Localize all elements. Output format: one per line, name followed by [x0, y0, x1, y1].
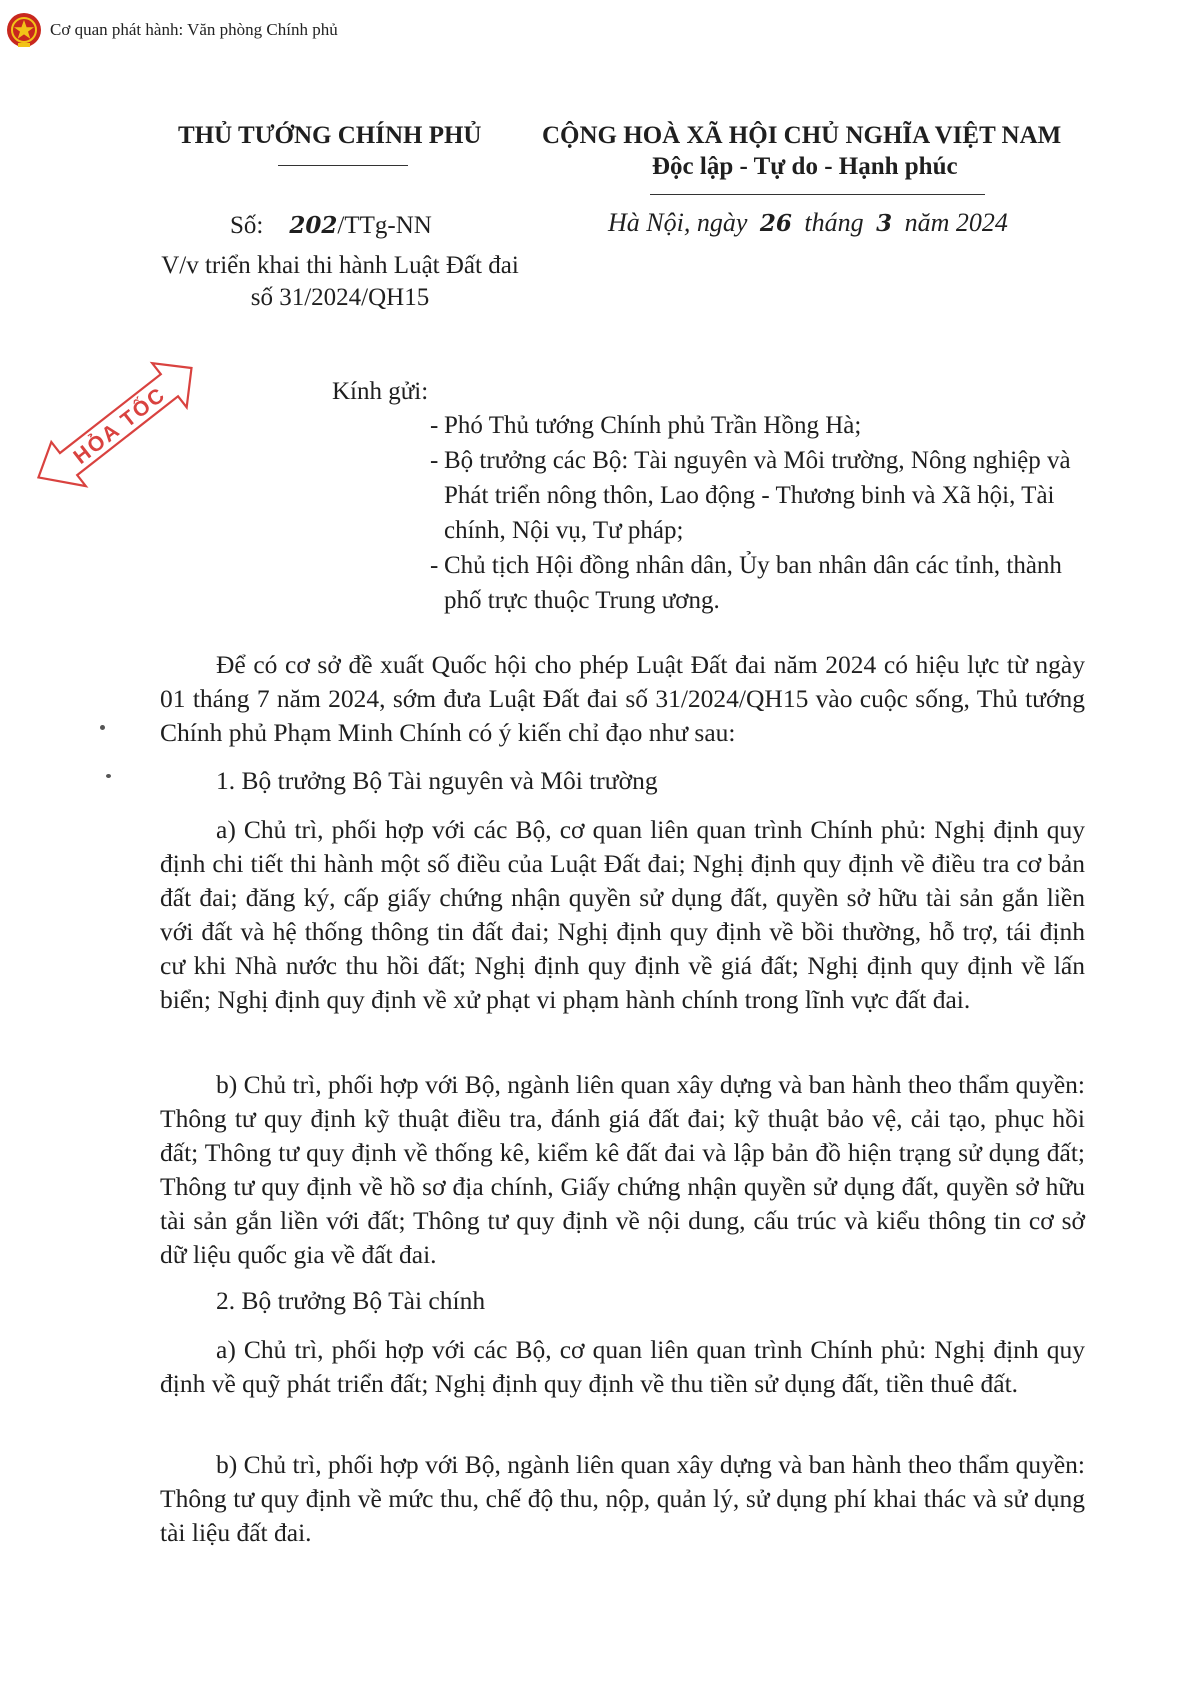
scan-speck	[106, 774, 111, 778]
issuer-name: THỦ TƯỚNG CHÍNH PHỦ	[178, 122, 482, 149]
section-1-heading: 1. Bộ trưởng Bộ Tài nguyên và Môi trường	[216, 766, 658, 795]
document-number	[230, 212, 432, 240]
section-1-item-b: b) Chủ trì, phối hợp với Bộ, ngành liên quan xây dựng và ban hành theo thẩm quyền: Thông tư quy định kỹ thuật điều tra, đánh giá đất đai; kỹ thuật bảo vệ, cải tạo, phục hồi đất; Thông tư quy định về thống kê, kiểm kê đất đai và lập bản đồ hiện trạng sử dụng đất; Thông tư quy định về hồ sơ địa chính, Giấy chứng nhận quyền sử dụng đất, quyền sở hữu tài sản gắn liền với đất; Thông tư quy định về nội dung, cấu trúc và kiểu thông tin cơ sở dữ liệu quốc gia về đất đai.	[160, 1070, 1085, 1269]
stamp-text: HỎA TỐC	[69, 382, 171, 469]
section-2-item-b: b) Chủ trì, phối hợp với Bộ, ngành liên quan xây dựng và ban hành theo thẩm quyền: Thông tư quy định về mức thu, chế độ thu, nộp, quản lý, sử dụng phí khai thác và sử dụng tài liệu đất đai.	[160, 1450, 1085, 1547]
publisher-label: Cơ quan phát hành: Văn phòng Chính phủ	[50, 20, 338, 39]
date-day: 26	[759, 210, 792, 237]
scan-speck	[100, 725, 105, 730]
urgent-stamp	[22, 345, 222, 525]
recipient-item: - Phó Thủ tướng Chính phủ Trần Hồng Hà;	[430, 412, 862, 439]
national-motto: Độc lập - Tự do - Hạnh phúc	[652, 153, 958, 180]
date-prefix: Hà Nội, ngày	[608, 208, 748, 237]
motto-underline	[650, 194, 985, 195]
date-year: năm 2024	[904, 208, 1008, 237]
document-subject: V/v triển khai thi hành Luật Đất đai số 31/2024/QH15	[161, 252, 519, 311]
doc-number-handwritten: 202	[289, 212, 338, 239]
national-title: CỘNG HOÀ XÃ HỘI CHỦ NGHĨA VIỆT NAM	[542, 122, 1062, 149]
section-1-item-a: a) Chủ trì, phối hợp với các Bộ, cơ quan liên quan trình Chính phủ: Nghị định quy định chi tiết thi hành một số điều của Luật Đất đai; Nghị định quy định về điều tra cơ bản đất đai; đăng ký, cấp giấy chứng nhận quyền sử dụng đất, quyền sở hữu tài sản gắn liền với đất và hệ thống thông tin đất đai; Nghị định quy định về bồi thường, hỗ trợ, tái định cư khi Nhà nước thu hồi đất; Nghị định quy định về giá đất; Nghị định quy định về lấn biển; Nghị định quy định về xử phạt vi phạm hành chính trong lĩnh vực đất đai.	[160, 815, 1085, 1014]
date-month: 3	[876, 210, 893, 237]
recipient-item: - Chủ tịch Hội đồng nhân dân, Ủy ban nhân dân các tỉnh, thành phố trực thuộc Trung ương.	[430, 552, 1062, 614]
section-2-item-a: a) Chủ trì, phối hợp với các Bộ, cơ quan liên quan trình Chính phủ: Nghị định quy định về quỹ phát triển đất; Nghị định quy định về thu tiền sử dụng đất, tiền thuê đất.	[160, 1335, 1085, 1398]
date-month-label: tháng	[804, 208, 864, 237]
intro-paragraph: Để có cơ sở đề xuất Quốc hội cho phép Luật Đất đai năm 2024 có hiệu lực từ ngày 01 tháng 7 năm 2024, sớm đưa Luật Đất đai số 31/2024/QH15 vào cuộc sống, Thủ tướng Chính phủ Phạm Minh Chính có ý kiến chỉ đạo như sau:	[160, 650, 1085, 747]
national-emblem-icon	[6, 10, 42, 50]
doc-number-suffix: /TTg-NN	[337, 212, 432, 239]
section-2-heading: 2. Bộ trưởng Bộ Tài chính	[216, 1286, 486, 1315]
place-date	[608, 208, 1008, 238]
doc-number-label: Số:	[230, 212, 264, 239]
recipient-item: - Bộ trưởng các Bộ: Tài nguyên và Môi trường, Nông nghiệp và Phát triển nông thôn, Lao động - Thương binh và Xã hội, Tài chính, Nội vụ, Tư pháp;	[430, 447, 1071, 544]
issuer-underline	[278, 165, 408, 166]
salutation: Kính gửi:	[332, 378, 429, 405]
